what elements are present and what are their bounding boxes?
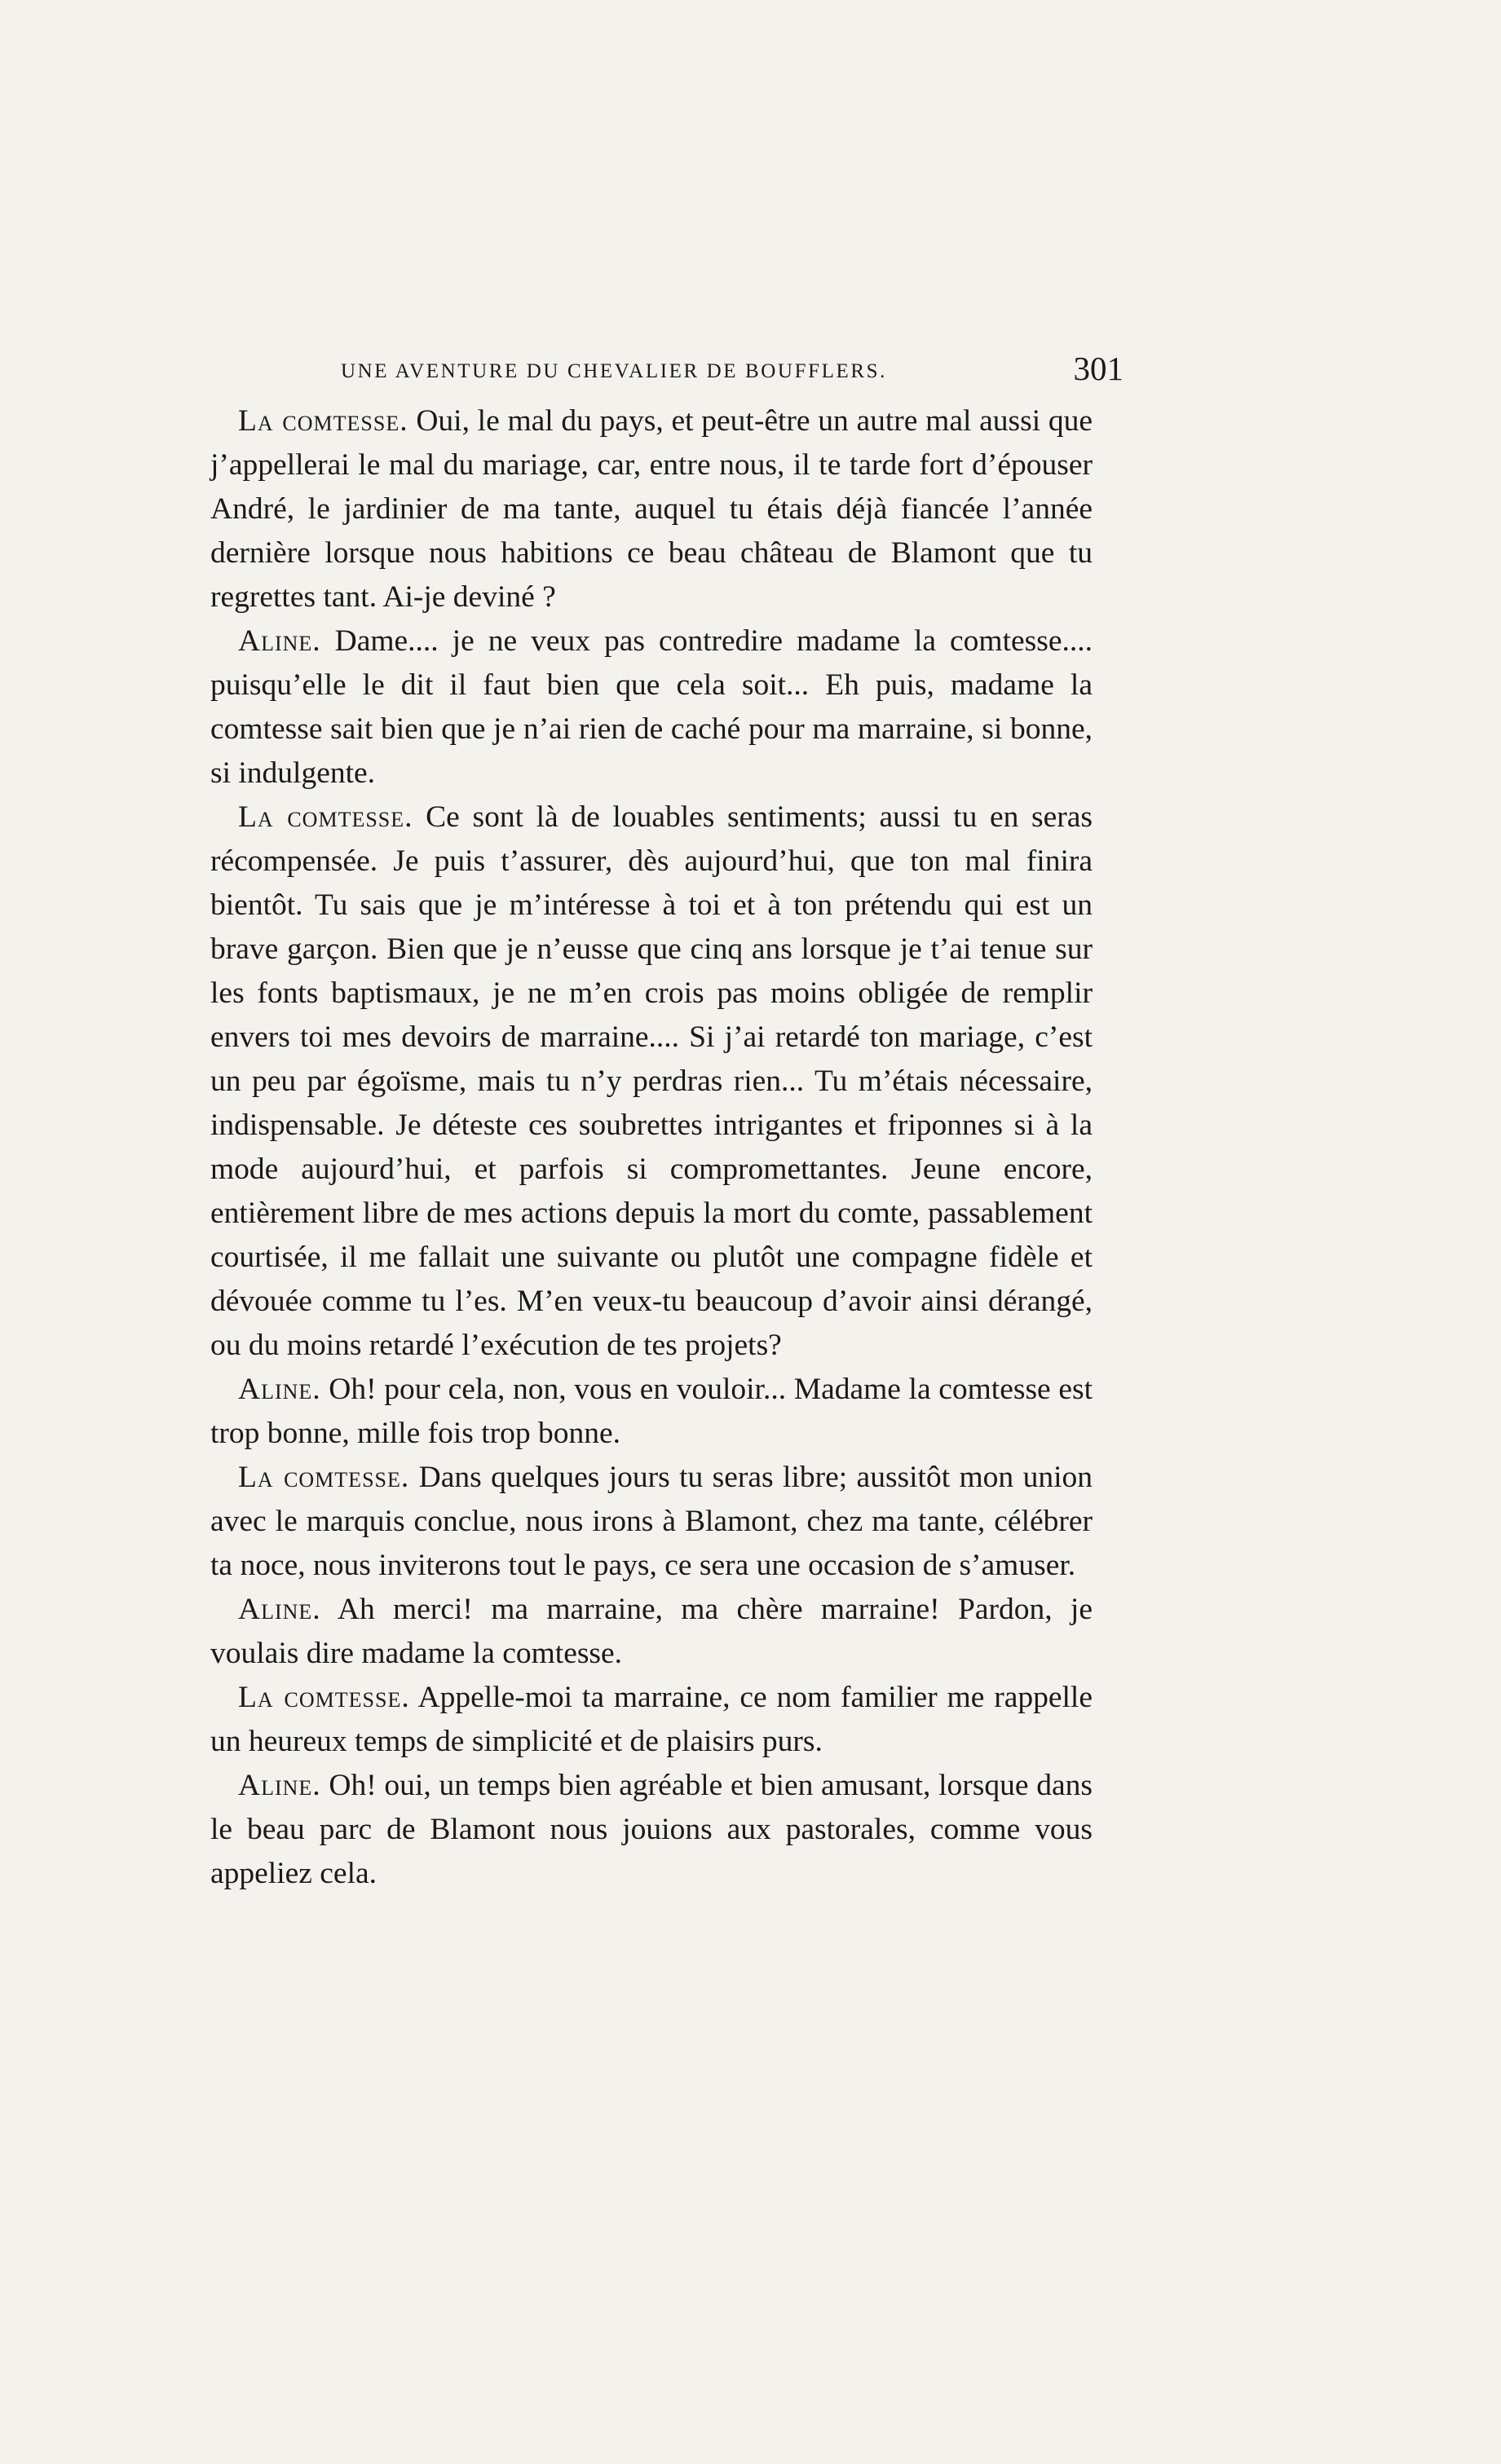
- speaker-name: La comtesse.: [238, 1461, 410, 1494]
- speaker-name: La comtesse.: [238, 404, 408, 438]
- paragraph: [210, 1368, 1093, 1456]
- speaker-name: La comtesse.: [238, 800, 413, 834]
- paragraph: [210, 1764, 1093, 1896]
- paragraph: [210, 1588, 1093, 1676]
- running-header: [341, 349, 1124, 398]
- speech-text: Oh! oui, un temps bien agréable et bien amusant, lorsque dans le beau parc de Blamont nous jouions aux pastorales, comme vous appeliez cela.: [210, 1769, 1093, 1890]
- page-number: 301: [1073, 350, 1124, 387]
- speaker-name: Aline.: [238, 1769, 321, 1802]
- speech-text: Oui, le mal du pays, et peut-être un autre mal aussi que j’appellerai le mal du mariage, car, entre nous, il te tarde fort d’épouser André, le jardinier de ma tante, auquel tu étais déjà fiancée l’année dernière lorsque nous habitions ce beau château de Blamont que tu regrettes tant. Ai-je deviné ?: [210, 404, 1093, 614]
- speech-text: Oh! pour cela, non, vous en vouloir... Madame la comtesse est trop bonne, mille fois trop bonne.: [210, 1373, 1093, 1450]
- speech-text: Dame.... je ne veux pas contredire madame la comtesse.... puisqu’elle le dit il faut bien que cela soit... Eh puis, madame la comtesse sait bien que je n’ai rien de caché pour ma marraine, si bonne, si indulgente.: [210, 624, 1093, 790]
- speech-text: Dans quelques jours tu seras libre; aussitôt mon union avec le marquis conclue, nous irons à Blamont, chez ma tante, célébrer ta noce, nous inviterons tout le pays, ce sera une occasion de s’amuser.: [210, 1461, 1093, 1582]
- paragraph: [210, 796, 1093, 1368]
- speaker-name: Aline.: [238, 624, 321, 658]
- speech-text: Ce sont là de louables sentiments; aussi tu en seras récompensée. Je puis t’assurer, dès aujourd’hui, que ton mal finira bientôt. Tu sais que je m’intéresse à toi et à ton prétendu qui est un brave garçon. Bien que je n’eusse que cinq ans lorsque je t’ai tenue sur les fonts baptismaux, je ne m’en crois pas moins obligée de remplir envers toi mes devoirs de marraine.... Si j’ai retardé ton mariage, c’est un peu par égoïsme, mais tu n’y perdras rien... Tu m’étais nécessaire, indispensable. Je déteste ces soubrettes intrigantes et friponnes si à la mode aujourd’hui, et parfois si compromettantes. Jeune encore, entièrement libre de mes actions depuis la mort du comte, passablement courtisée, il me fallait une suivante ou plutôt une compagne fidèle et dévouée comme tu l’es. M’en veux-tu beaucoup d’avoir ainsi dérangé, ou du moins retardé l’exécution de tes projets?: [210, 800, 1093, 1362]
- paragraph: [210, 399, 1093, 619]
- paragraph: [210, 1676, 1093, 1764]
- speech-text: Ah merci! ma marraine, ma chère marraine! Pardon, je voulais dire madame la comtesse.: [210, 1593, 1093, 1670]
- speaker-name: La comtesse.: [238, 1681, 410, 1714]
- speaker-name: Aline.: [238, 1593, 321, 1626]
- speaker-name: Aline.: [238, 1373, 321, 1406]
- speech-text: Appelle-moi ta marraine, ce nom familier me rappelle un heureux temps de simplicité et de plaisirs purs.: [210, 1681, 1093, 1758]
- running-title: UNE AVENTURE DU CHEVALIER DE BOUFFLERS.: [341, 360, 887, 382]
- paragraph: [210, 1456, 1093, 1588]
- body-text: [210, 399, 1093, 1896]
- paragraph: [210, 619, 1093, 796]
